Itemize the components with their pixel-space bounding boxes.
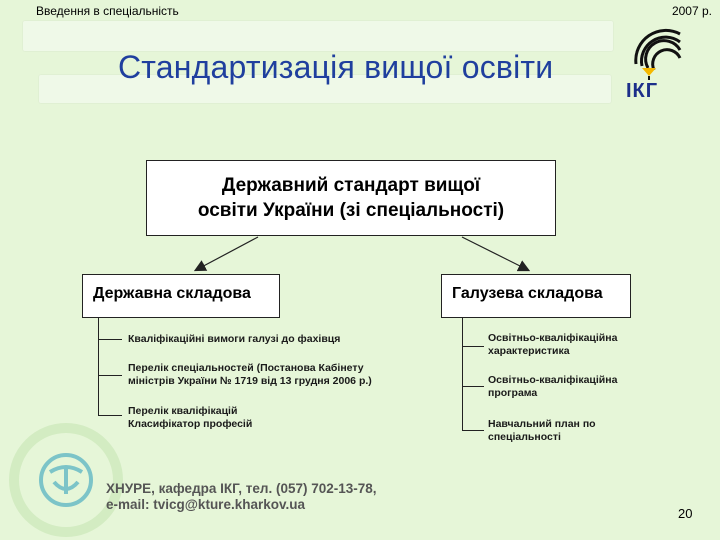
left-branch-3 (98, 415, 122, 416)
slide-title: Стандартизація вищої освіти (118, 49, 554, 85)
arrow-to-branch-component (462, 237, 528, 270)
state-component-label: Державна складова (93, 285, 251, 302)
course-name: Введення в спеціальність (36, 4, 179, 18)
list-item: Перелік спеціальностей (Постанова Кабінету міністрів України № 1719 від 13 грудня 2006 р.) (128, 362, 372, 387)
branch-component-label: Галузева складова (452, 285, 603, 302)
state-standard-line-2: освіти України (зі спеціальності) (197, 200, 505, 221)
left-tree-trunk (98, 318, 99, 416)
list-item: Кваліфікаційні вимоги галузі до фахівця (128, 333, 341, 345)
year-label: 2007 р. (671, 4, 712, 18)
left-branch-1 (98, 339, 122, 340)
list-item: Перелік кваліфікацій Класифікатор професій (128, 405, 253, 430)
right-branch-3 (462, 430, 484, 431)
page-number: 20 (678, 506, 693, 521)
right-branch-2 (462, 386, 484, 387)
list-item: Навчальний план по спеціальності (488, 418, 596, 443)
right-tree-trunk (462, 318, 463, 430)
footer-address: ХНУРЕ, кафедра ІКГ, тел. (057) 702-13-78, (106, 481, 377, 496)
logo-text: ІКГ (626, 80, 659, 102)
footer-email: e-mail: tvicg@kture.kharkov.ua (106, 497, 305, 512)
list-item: Освітньо-кваліфікаційна характеристика (488, 332, 618, 357)
footer-contacts (106, 481, 377, 513)
right-branch-1 (462, 346, 484, 347)
university-logo-icon (38, 452, 94, 508)
arrow-to-state-component (196, 237, 258, 270)
left-branch-2 (98, 375, 122, 376)
branch-component-box (441, 274, 631, 318)
state-standard-line-1: Державний стандарт вищої (221, 175, 481, 196)
list-item: Освітньо-кваліфікаційна програма (488, 374, 618, 399)
state-component-box (82, 274, 280, 318)
